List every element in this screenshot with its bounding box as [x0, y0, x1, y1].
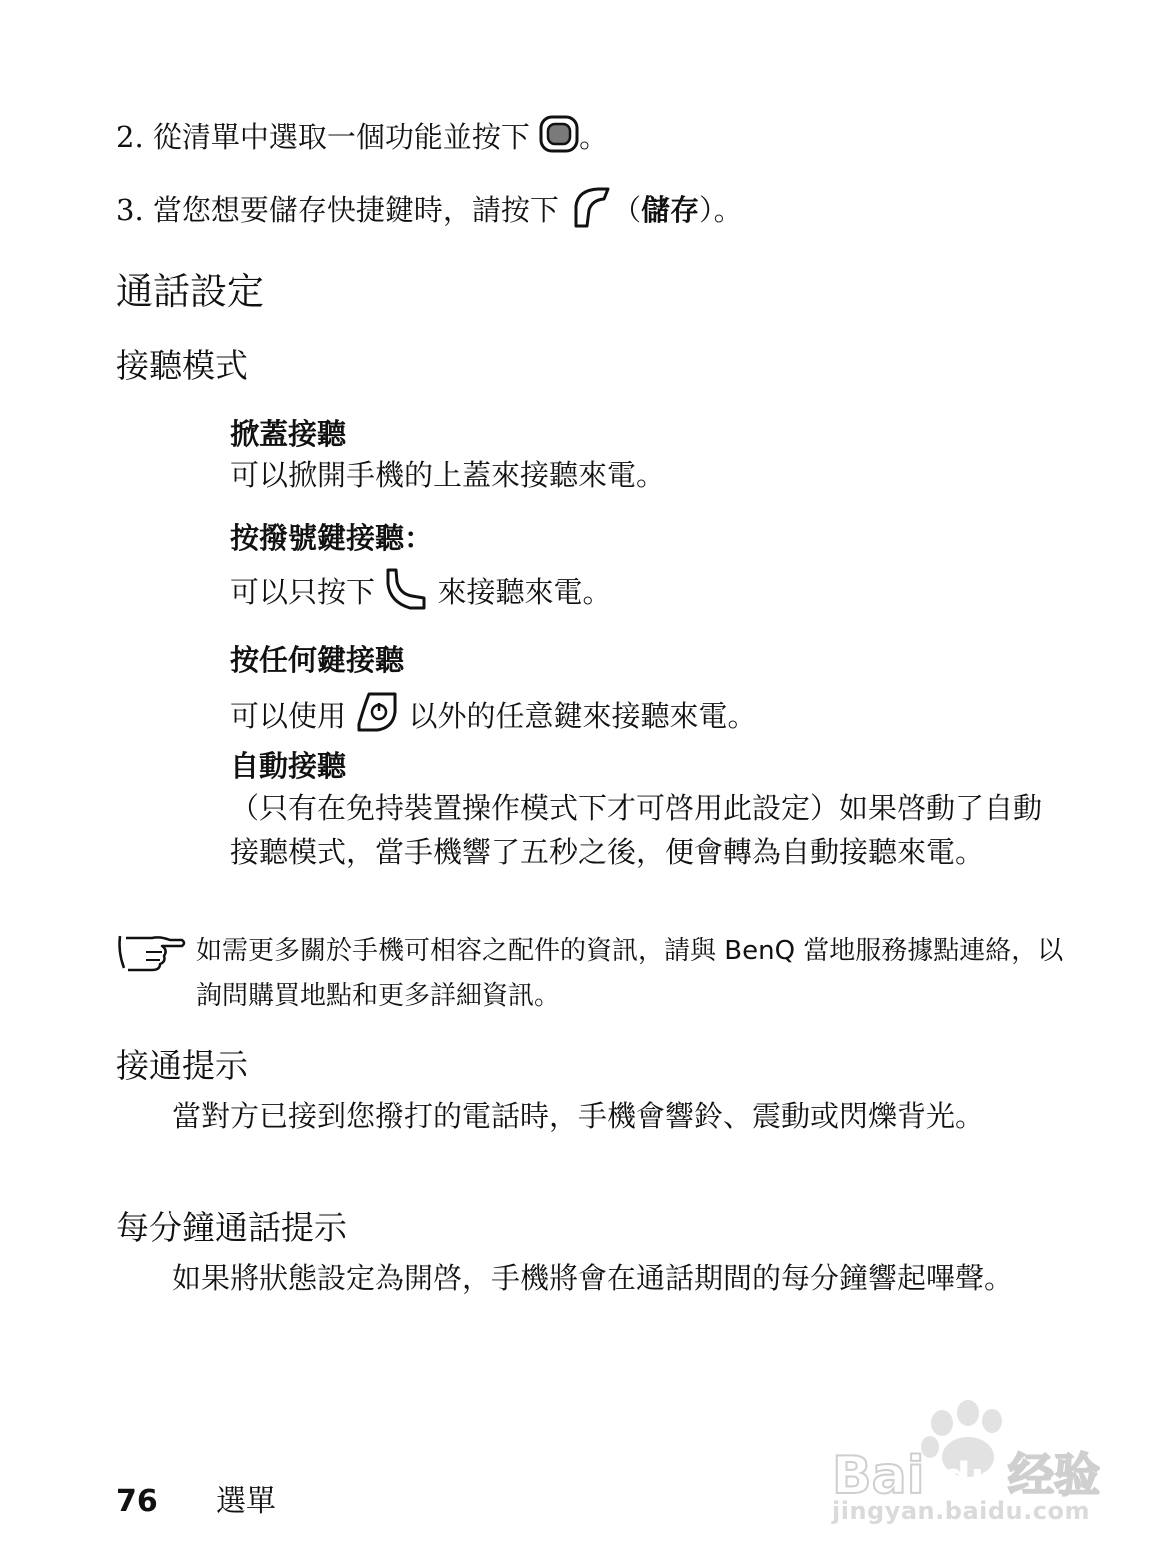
auto-answer-title: 自動接聽 [230, 749, 347, 783]
step-number: 2. [116, 120, 144, 154]
baidu-watermark [830, 1395, 1120, 1535]
send-key-icon [384, 566, 428, 622]
step-3 [116, 186, 743, 238]
pointing-hand-icon [116, 930, 186, 978]
page-number: 76 [116, 1484, 158, 1519]
send-key-answer-title: 按撥號鍵接聽： [230, 521, 434, 555]
minute-alert-desc: 如果將狀態設定為開啓，手機將會在通話期間的每分鐘響起嗶聲。 [172, 1261, 1014, 1295]
desc-text: 可以使用 [230, 699, 347, 733]
watermark-du: du [942, 1455, 1000, 1501]
step-text-end: 。 [579, 120, 609, 154]
flip-answer-title: 掀蓋接聽 [230, 417, 347, 451]
paren-open: （ [612, 193, 642, 227]
paren-close: ）。 [699, 193, 743, 227]
any-key-answer-desc [230, 690, 1060, 746]
center-key-icon [539, 114, 579, 164]
minute-alert-title: 每分鐘通話提示 [116, 1208, 347, 1247]
svg-text:经验: 经验 [1008, 1448, 1100, 1502]
desc-text: 可以只按下 [230, 575, 376, 609]
end-key-icon [355, 690, 399, 746]
step-text: 從清單中選取一個功能並按下 [152, 120, 530, 154]
connect-alert-desc: 當對方已接到您撥打的電話時，手機會響鈴、震動或閃爍背光。 [172, 1099, 985, 1133]
connect-alert-title: 接通提示 [116, 1046, 248, 1085]
any-key-answer-title: 按任何鍵接聽 [230, 643, 405, 677]
desc-text-end: 來接聽來電。 [437, 575, 612, 609]
save-label: 儲存 [641, 193, 700, 227]
watermark-url: jingyan.baidu.com [832, 1497, 1090, 1525]
step-text: 當您想要儲存快捷鍵時，請按下 [152, 193, 559, 227]
auto-answer-desc: （只有在免持裝置操作模式下才可啓用此設定）如果啓動了自動接聽模式，當手機響了五秒之後，便會轉為自動接聽來電。 [230, 791, 1043, 869]
svg-text:Bai: Bai [832, 1446, 925, 1506]
step-2 [116, 114, 608, 164]
send-key-answer-desc [230, 566, 1060, 622]
step-number: 3. [116, 193, 144, 227]
answer-mode-title: 接聽模式 [116, 346, 248, 385]
flip-answer-desc: 可以掀開手機的上蓋來接聽來電。 [230, 458, 666, 492]
left-softkey-icon [568, 186, 612, 238]
footer-section: 選單 [216, 1484, 276, 1519]
section-title: 通話設定 [116, 270, 264, 313]
desc-text-end: 以外的任意鍵來接聽來電。 [408, 699, 757, 733]
note-text: 如需更多關於手機可相容之配件的資訊，請與 BenQ 當地服務據點連絡，以詢問購買地點和更多詳細資訊。 [196, 936, 1064, 1011]
